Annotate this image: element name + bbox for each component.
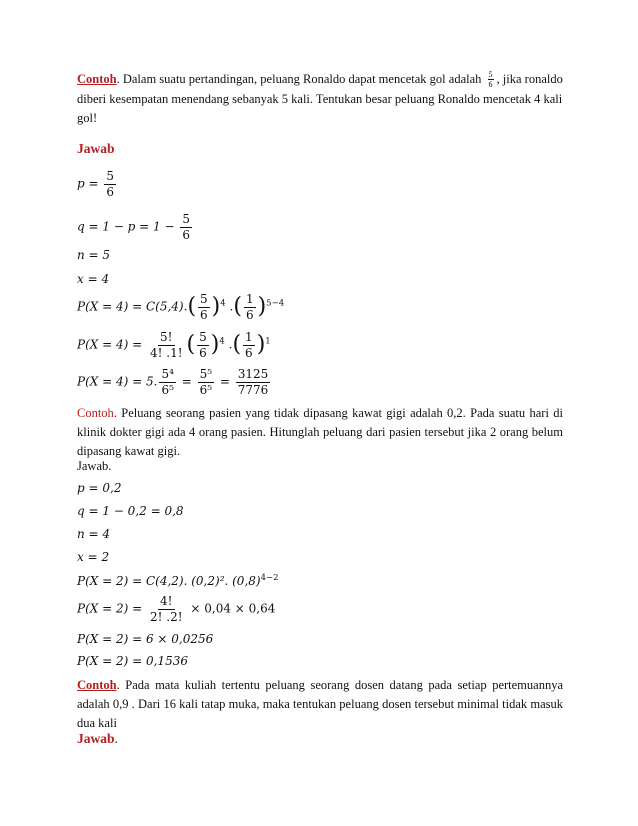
example-2-q-line: q = 1 − 0,2 = 0,8 (77, 504, 184, 518)
example-1-label: Contoh (77, 72, 117, 86)
example-1-x-line: x = 4 (77, 272, 110, 286)
example-1-binomial-step-3: P(X = 4) = 5. $\frac{\text{5⁴}}{\text{6⁵}}$ = $\frac{\text{5⁵}}{\text{6⁵}}$ = $\frac{3125}{7776}$ (77, 367, 269, 397)
example-1-inline-fraction: $\frac{5}{6}$ (488, 69, 493, 90)
example-1-text-b: , jika ronaldo diberi kesempatan menendang sebanyak 5 kali. Tentukan besar peluang Ronaldo mencetak 4 kali gol! (77, 72, 563, 125)
example-2-n-line: n = 4 (77, 527, 111, 541)
example-2-binomial-step-3: P(X = 2) = 6 × 0,0256 (77, 632, 214, 646)
example-2-text: . Peluang seorang pasien yang tidak dipasang kawat gigi adalah 0,2. Pada suatu hari di klinik dokter gigi ada 4 orang pasien. Hitunglah peluang dari pasien tersebut jika 2 orang belum dipasang kawat gigi. (77, 406, 563, 458)
example-2-result: P(X = 2) = 0,1536 (77, 654, 188, 668)
example-1-answer-label: Jawab (77, 141, 115, 156)
example-2-p-line: p = 0,2 (77, 481, 122, 495)
example-2-label: Contoh (77, 406, 114, 420)
example-2-x-line: x = 2 (77, 550, 110, 564)
example-1-p-line: p = $\frac{5}{6}$ (77, 169, 115, 199)
example-3-answer: Jawab. (77, 731, 118, 746)
example-3-text: . Pada mata kuliah tertentu peluang seorang dosen datang pada setiap pertemuannya adalah 0,9 . Dari 16 kali tatap muka, maka tentukan peluang dosen tersebut minimal tidak masuk dua kali (77, 678, 563, 730)
example-3-label: Contoh (77, 678, 117, 692)
example-1-binomial-step-2: P(X = 4) = $\frac{5!}{4! .1!}$ ( $\frac{5}{6}$ )$^4$ .( $\frac{1}{6}$ )$^1$ (77, 330, 271, 360)
example-1-text-a: . Dalam suatu pertandingan, peluang Ronaldo dapat mencetak gol adalah (116, 72, 485, 86)
example-2-statement (77, 404, 563, 461)
example-1-n-line: n = 5 (77, 248, 111, 262)
example-1-binomial-step-1: P(X = 4) = C(5,4).( $\frac{5}{6}$ )$^4$ .( $\frac{1}{6}$ )$^{5-4}$ (77, 292, 285, 322)
example-2-answer-label: Jawab. (77, 459, 112, 473)
example-1-q-line: q = 1 − p = 1 − $\frac{5}{6}$ (77, 212, 191, 242)
example-1-statement (77, 70, 563, 128)
example-2-binomial-step-2: P(X = 2) = $\frac{4!}{2! .2!}$ × 0,04 × 0,64 (77, 594, 276, 624)
example-2-binomial-step-1: P(X = 2) = C(4,2). (0,2)². $(0,8)^{4-2}$ (77, 573, 279, 588)
example-3-statement (77, 676, 563, 733)
p-fraction: $\frac{5}{6}$ (106, 169, 115, 199)
q-fraction: $\frac{5}{6}$ (182, 212, 191, 242)
